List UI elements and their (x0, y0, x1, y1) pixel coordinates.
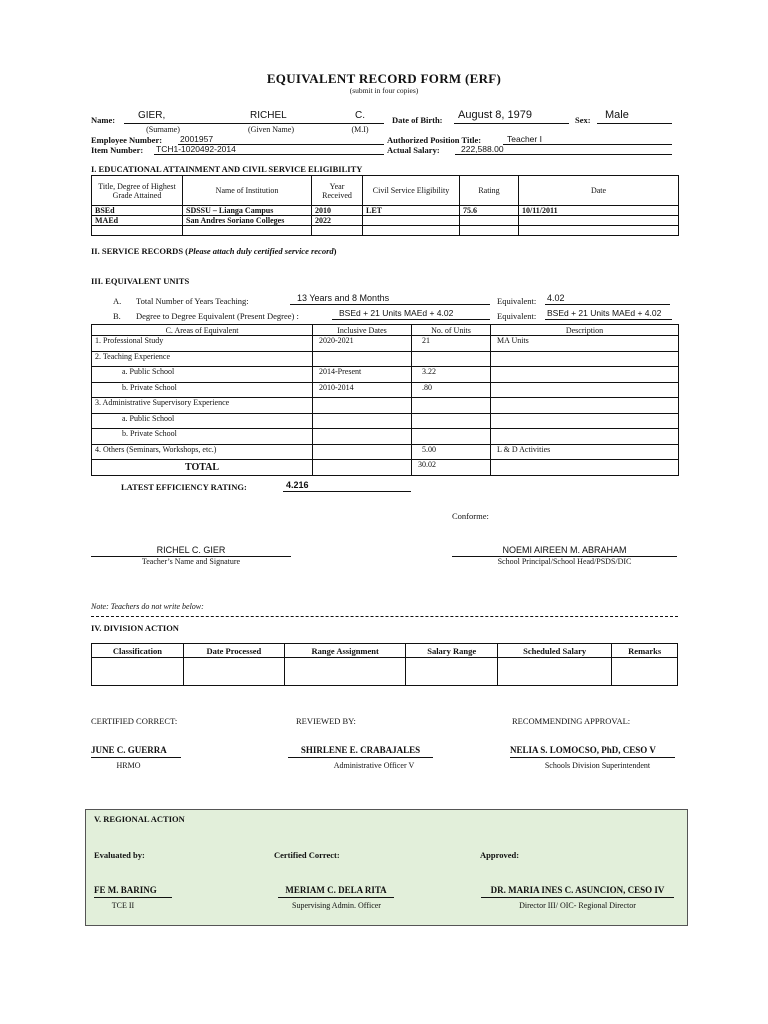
units-dates-cell (313, 413, 412, 429)
edu-header-institution: Name of Institution (183, 176, 312, 206)
mi-caption: (M.I) (351, 125, 369, 134)
salary-label: Actual Salary: (387, 145, 440, 155)
item-a-equiv-label: Equivalent: (497, 296, 537, 306)
degree-equivalent-field[interactable] (332, 309, 490, 320)
total-desc-cell (491, 460, 679, 476)
section2-close: ) (333, 246, 337, 256)
years-teaching-field[interactable] (290, 294, 490, 305)
item-a-letter: A. (113, 296, 122, 306)
edu-cell (312, 226, 363, 236)
item-b-equiv-value: BSEd + 21 Units MAEd + 4.02 (547, 308, 662, 318)
item-number-field[interactable] (154, 144, 384, 155)
edu-cell: 10/11/2011 (519, 206, 679, 216)
regional-action-panel (85, 809, 688, 926)
edu-cell: SDSSU – Lianga Campus (183, 206, 312, 216)
teacher-caption: Teacher’s Name and Signature (141, 557, 241, 566)
table-row (92, 206, 679, 216)
edu-cell (460, 226, 519, 236)
div-header-date-processed: Date Processed (183, 644, 284, 658)
total-dates-cell (313, 460, 412, 476)
units-count-cell: .80 (412, 382, 491, 398)
tce-signature-line[interactable] (94, 885, 172, 898)
item-number-label: Item Number: (91, 145, 144, 155)
section4-heading: IV. DIVISION ACTION (91, 623, 179, 633)
dob-field[interactable] (454, 111, 569, 124)
div-cell[interactable] (183, 658, 284, 686)
item-number-value: TCH1-1020492-2014 (156, 144, 236, 154)
total-label: TOTAL (92, 460, 313, 476)
units-dates-cell (313, 351, 412, 367)
edu-cell (519, 226, 679, 236)
edu-cell: 2022 (312, 216, 363, 226)
units-area-cell: b. Private School (92, 429, 313, 445)
total-row (92, 460, 679, 476)
division-action-table (91, 643, 678, 686)
sds-signature-line[interactable] (510, 745, 675, 758)
tce-name: FE M. BARING (94, 885, 157, 895)
recommending-approval-label: RECOMMENDING APPROVAL: (512, 716, 631, 726)
div-header-salary-range: Salary Range (406, 644, 497, 658)
employee-number-value: 2001957 (180, 134, 214, 144)
table-row (92, 367, 679, 383)
div-header-classification: Classification (92, 644, 184, 658)
position-value: Teacher I (507, 134, 542, 144)
units-count-cell: 21 (412, 336, 491, 352)
units-area-cell: 4. Others (Seminars, Workshops, etc.) (92, 444, 313, 460)
mi-value: C. (355, 110, 365, 121)
table-row (92, 398, 679, 414)
div-cell[interactable] (497, 658, 612, 686)
principal-signature-line[interactable] (452, 545, 677, 557)
div-header-remarks: Remarks (612, 644, 678, 658)
units-area-cell: b. Private School (92, 382, 313, 398)
edu-cell (92, 226, 183, 236)
edu-cell: LET (363, 206, 460, 216)
edu-header-eligibility: Civil Service Eligibility (363, 176, 460, 206)
units-area-cell: a. Public School (92, 367, 313, 383)
efficiency-label: LATEST EFFICIENCY RATING: (121, 482, 247, 492)
units-dates-cell: 2020-2021 (313, 336, 412, 352)
units-count-cell: 3.22 (412, 367, 491, 383)
form-title: EQUIVALENT RECORD FORM (ERF) (266, 71, 502, 86)
div-cell[interactable] (612, 658, 678, 686)
given-name-caption: (Given Name) (248, 125, 294, 134)
sex-field[interactable] (597, 111, 672, 124)
div-header-range-assignment: Range Assignment (284, 644, 406, 658)
div-header-scheduled-salary: Scheduled Salary (497, 644, 612, 658)
edu-cell (363, 216, 460, 226)
table-row (92, 429, 679, 445)
units-dates-cell: 2014-Present (313, 367, 412, 383)
units-desc-cell (491, 367, 679, 383)
name-field[interactable] (124, 111, 384, 124)
teacher-signature-line[interactable] (91, 545, 291, 557)
edu-cell: San Andres Soriano Colleges (183, 216, 312, 226)
regional-certified-label: Certified Correct: (274, 850, 340, 860)
efficiency-value: 4.216 (286, 480, 309, 490)
units-desc-cell: MA Units (491, 336, 679, 352)
admin-officer-signature-line[interactable] (288, 745, 433, 758)
salary-field[interactable] (455, 144, 672, 155)
name-label: Name: (91, 115, 116, 125)
principal-caption: School Principal/School Head/PSDS/DIC (497, 557, 632, 566)
table-row (92, 336, 679, 352)
units-dates-cell (313, 444, 412, 460)
efficiency-field[interactable] (283, 481, 411, 492)
units-area-cell: 2. Teaching Experience (92, 351, 313, 367)
form-subtitle: (submit in four copies) (349, 86, 419, 95)
units-dates-cell (313, 398, 412, 414)
dob-value: August 8, 1979 (458, 109, 533, 121)
equivalent-units-table (91, 324, 679, 476)
edu-cell (183, 226, 312, 236)
evaluated-by-label: Evaluated by: (94, 850, 145, 860)
units-header-area: C. Areas of Equivalent (92, 325, 313, 336)
section2-title: II. SERVICE RECORDS ( (91, 246, 188, 256)
degree-equivalent-value: BSEd + 21 Units MAEd + 4.02 (339, 308, 454, 318)
edu-header-degree: Title, Degree of Highest Grade Attained (92, 176, 183, 206)
reviewed-by-label: REVIEWED BY: (296, 716, 356, 726)
edu-header-year: Year Received (312, 176, 363, 206)
table-row (92, 413, 679, 429)
conforme-label: Conforme: (452, 511, 489, 521)
salary-value: 222,588.00 (461, 144, 504, 154)
units-dates-cell (313, 429, 412, 445)
certified-correct-label: CERTIFIED CORRECT: (91, 716, 178, 726)
units-header-dates: Inclusive Dates (313, 325, 412, 336)
table-row (92, 382, 679, 398)
table-row (92, 351, 679, 367)
table-row (92, 444, 679, 460)
units-count-cell: 5.00 (412, 444, 491, 460)
surname-value: GIER, (138, 110, 166, 121)
admin-officer-name: SHIRLENE E. CRABAJALES (300, 745, 421, 755)
given-name-value: RICHEL (250, 110, 287, 121)
total-units-value: 30.02 (412, 460, 491, 476)
div-cell[interactable] (406, 658, 497, 686)
units-area-cell: 3. Administrative Supervisory Experience (92, 398, 313, 414)
table-row (92, 658, 678, 686)
units-count-cell (412, 413, 491, 429)
dob-label: Date of Birth: (392, 115, 443, 125)
units-dates-cell: 2010-2014 (313, 382, 412, 398)
units-area-cell: a. Public School (92, 413, 313, 429)
note-text: Note: Teachers do not write below: (91, 602, 204, 611)
item-b-equiv-field[interactable] (545, 309, 672, 320)
table-row (92, 226, 679, 236)
div-cell[interactable] (284, 658, 406, 686)
sao-signature-line[interactable] (278, 885, 394, 898)
item-a-text: Total Number of Years Teaching: (136, 296, 249, 306)
divider-line (91, 616, 678, 617)
edu-header-date: Date (519, 176, 679, 206)
regional-director-name: DR. MARIA INES C. ASUNCION, CESO IV (490, 885, 665, 895)
regional-director-signature-line[interactable] (481, 885, 674, 898)
admin-officer-title: Administrative Officer V (333, 761, 415, 770)
sex-value: Male (605, 109, 629, 121)
position-label: Authorized Position Title: (387, 135, 482, 145)
item-b-equiv-label: Equivalent: (497, 311, 537, 321)
employee-number-label: Employee Number: (91, 135, 163, 145)
education-table (91, 175, 679, 236)
edu-cell: 2010 (312, 206, 363, 216)
units-count-cell (412, 351, 491, 367)
edu-cell (363, 226, 460, 236)
section2-heading (91, 246, 336, 256)
edu-cell: 75.6 (460, 206, 519, 216)
sds-title: Schools Division Superintendent (544, 761, 651, 770)
div-cell[interactable] (92, 658, 184, 686)
edu-cell (460, 216, 519, 226)
hrmo-signature-line[interactable] (91, 745, 181, 758)
section5-heading: V. REGIONAL ACTION (94, 814, 185, 824)
principal-name: NOEMI AIREEN M. ABRAHAM (502, 545, 627, 555)
units-area-cell: 1. Professional Study (92, 336, 313, 352)
edu-cell: MAEd (92, 216, 183, 226)
sao-name: MERIAM C. DELA RITA (285, 885, 387, 895)
units-desc-cell: L & D Activities (491, 444, 679, 460)
units-header-units: No. of Units (412, 325, 491, 336)
item-b-letter: B. (113, 311, 121, 321)
teacher-name: RICHEL C. GIER (156, 545, 226, 555)
sds-name: NELIA S. LOMOCSO, PhD, CESO V (510, 745, 656, 755)
section1-heading: I. EDUCATIONAL ATTAINMENT AND CIVIL SERVICE ELIGIBILITY (91, 164, 363, 174)
table-row (92, 216, 679, 226)
edu-cell (519, 216, 679, 226)
item-b-text: Degree to Degree Equivalent (Present Degree) : (136, 311, 299, 321)
units-count-cell (412, 429, 491, 445)
units-desc-cell (491, 351, 679, 367)
sao-title: Supervising Admin. Officer (292, 901, 381, 910)
edu-header-rating: Rating (460, 176, 519, 206)
section3-heading: III. EQUIVALENT UNITS (91, 276, 190, 286)
sex-label: Sex: (575, 115, 591, 125)
surname-caption: (Surname) (146, 125, 180, 134)
approved-label: Approved: (480, 850, 520, 860)
edu-cell: BSEd (92, 206, 183, 216)
units-desc-cell (491, 382, 679, 398)
units-count-cell (412, 398, 491, 414)
units-desc-cell (491, 398, 679, 414)
units-header-description: Description (491, 325, 679, 336)
units-desc-cell (491, 429, 679, 445)
hrmo-title: HRMO (116, 761, 141, 770)
regional-director-title: Director III/ OIC- Regional Director (519, 901, 636, 910)
units-desc-cell (491, 413, 679, 429)
section2-note: Please attach duly certified service record (188, 246, 334, 256)
tce-title: TCE II (111, 901, 135, 910)
item-a-equiv-value: 4.02 (547, 293, 565, 303)
years-teaching-value: 13 Years and 8 Months (297, 293, 390, 303)
hrmo-name: JUNE C. GUERRA (91, 745, 167, 755)
item-a-equiv-field[interactable] (545, 294, 670, 305)
